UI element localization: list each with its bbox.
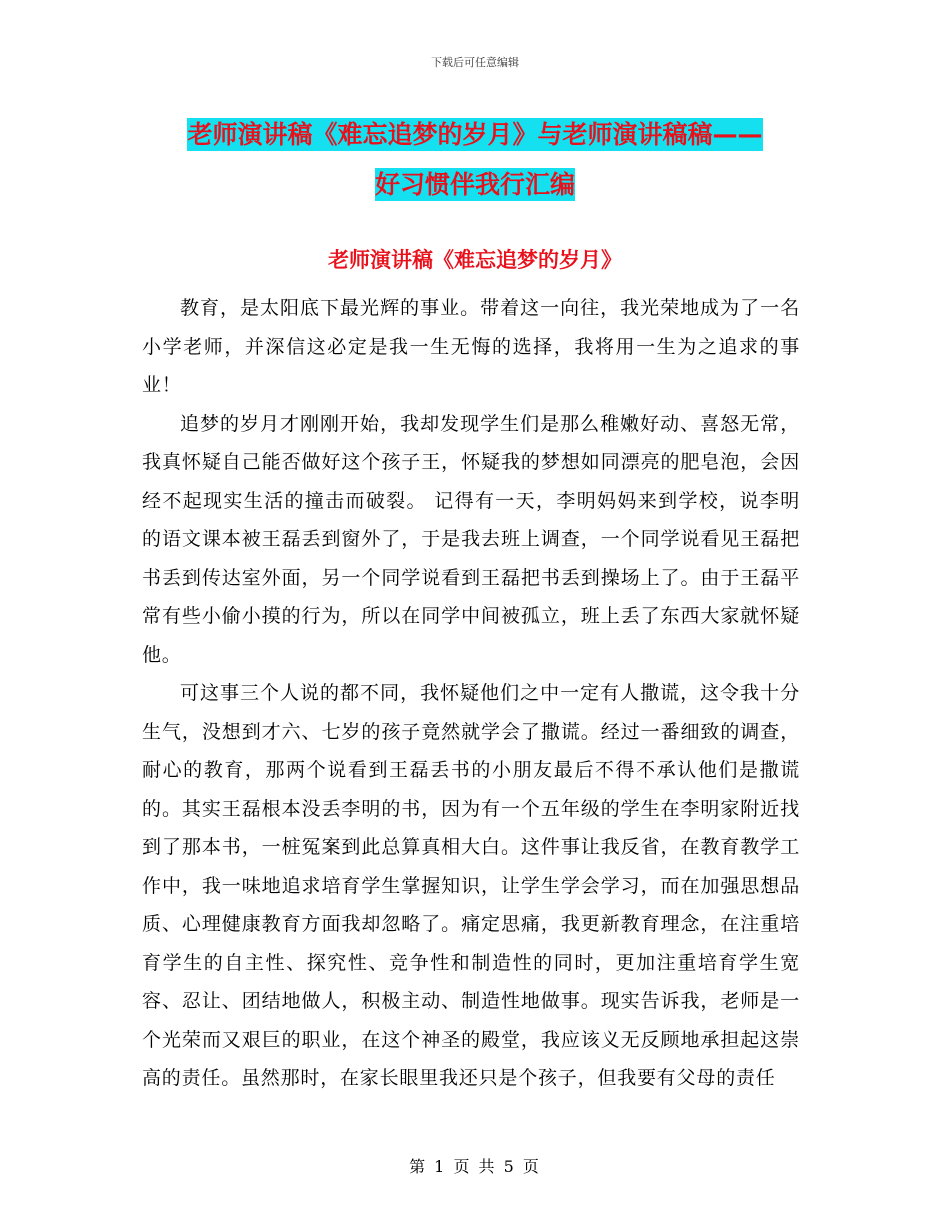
paragraph-1: 教育，是太阳底下最光辉的事业。带着这一向往，我光荣地成为了一名小学老师，并深信这必定是我一生无悔的选择，我将用一生为之追求的事业！ (142, 297, 800, 396)
page-header-note: 下载后可任意编辑 (431, 56, 519, 69)
document-title-line-1: 老师演讲稿《难忘追梦的岁月》与老师演讲稿稿—— (187, 120, 763, 149)
document-title (0, 110, 950, 210)
page-number-footer: 第 1 页 共 5 页 (409, 1157, 541, 1176)
section-title: 老师演讲稿《难忘追梦的岁月》 (328, 248, 622, 272)
document-title-line-2: 好习惯伴我行汇编 (374, 170, 575, 199)
paragraph-3: 可这事三个人说的都不同，我怀疑他们之中一定有人撒谎，这令我十分生气，没想到才六、七岁的孩子竟然就学会了撒谎。经过一番细致的调查，耐心的教育，那两个说看到王磊丢书的小朋友最后不得不承认他们是撒谎的。其实王磊根本没丢李明的书，因为有一个五年级的学生在李明家附近找到了那本书，一桩冤案到此总算真相大白。这件事让我反省，在教育教学工作中，我一味地追求培育学生掌握知识，让学生学会学习，而在加强思想品质、心理健康教育方面我却忽略了。痛定思痛，我更新教育理念，在注重培育学生的自主性、探究性、竞争性和制造性的同时，更加注重培育学生宽容、忍让、团结地做人，积极主动、制造性地做事。现实告诉我，老师是一个光荣而又艰巨的职业，在这个神圣的殿堂，我应该义无反顾地承担起这崇高的责任。虽然那时，在家长眼里我还只是个孩子，但我要有父母的责任 (142, 682, 800, 1089)
document-body (142, 289, 800, 1098)
paragraph-2: 追梦的岁月才刚刚开始，我却发现学生们是那么稚嫩好动、喜怒无常，我真怀疑自己能否做好这个孩子王，怀疑我的梦想如同漂亮的肥皂泡，会因经不起现实生活的撞击而破裂。 记得有一天，李明妈妈来到学校，说李明的语文课本被王磊丢到窗外了，于是我去班上调查，一个同学说看见王磊把书丢到传达室外面，另一个同学说看到王磊把书丢到操场上了。由于王磊平常有些小偷小摸的行为，所以在同学中间被孤立，班上丢了东西大家就怀疑他。 (142, 412, 800, 666)
